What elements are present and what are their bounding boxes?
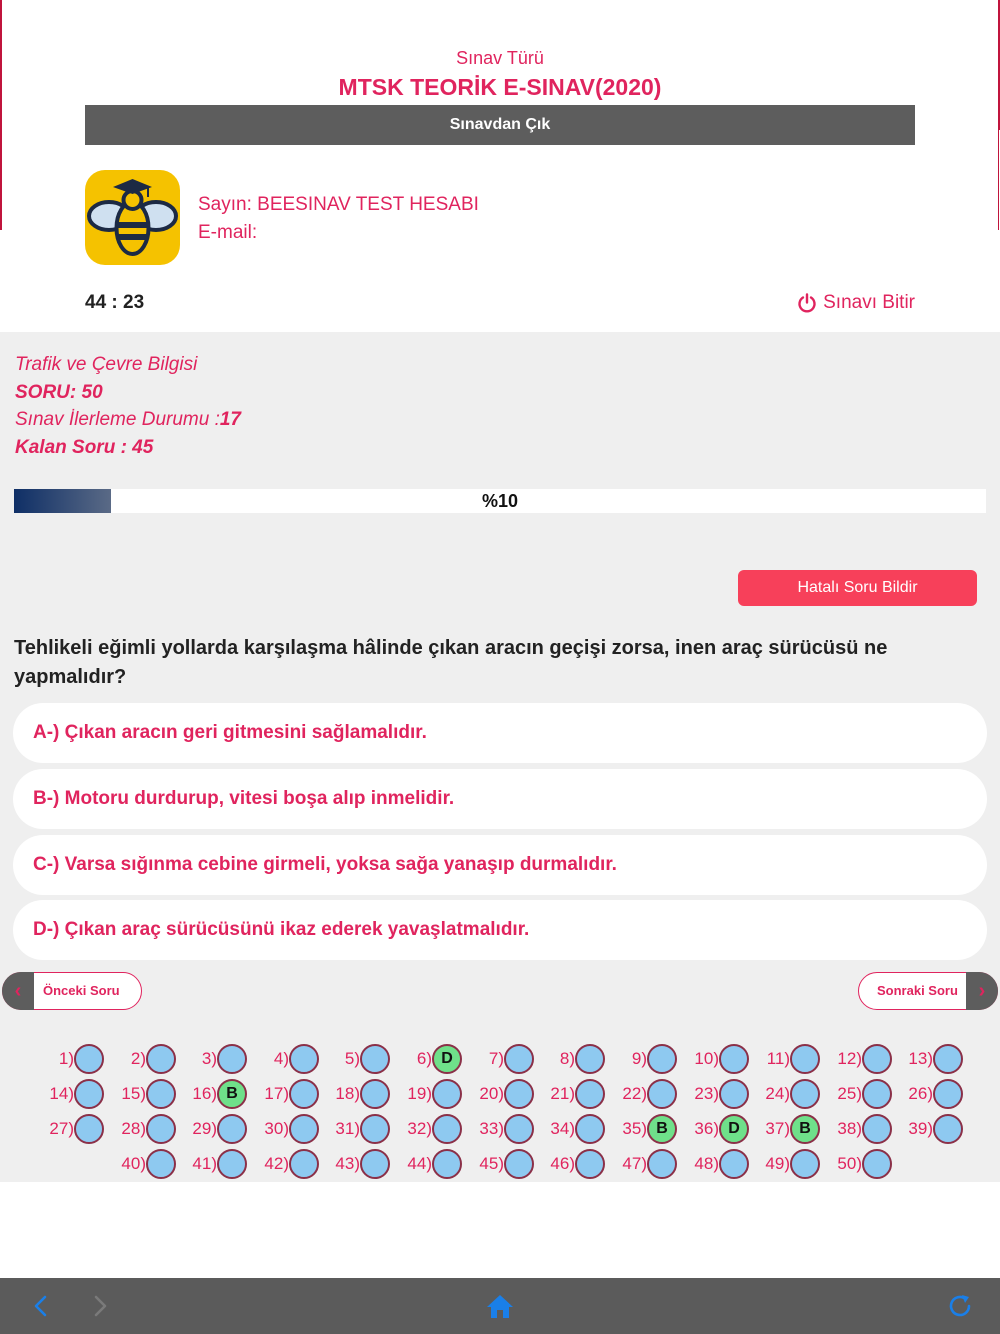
answer-number: 27) <box>49 1119 74 1138</box>
answer-number: 48) <box>694 1154 719 1173</box>
answer-number: 17) <box>264 1084 289 1103</box>
remaining-questions: Kalan Soru : 45 <box>15 437 154 458</box>
answer-number: 31) <box>335 1119 360 1138</box>
answer-number: 36) <box>694 1119 719 1138</box>
answer-number: 39) <box>908 1119 933 1138</box>
answer-number: 41) <box>192 1154 217 1173</box>
answer-cell[interactable] <box>863 1078 963 1112</box>
status-time-date: 10:26 8 Haziran Pzt <box>6 5 137 21</box>
progress-bar <box>14 489 986 513</box>
answer-number: 2) <box>130 1049 146 1068</box>
answer-cell[interactable] <box>863 1043 963 1077</box>
answer-number: 20) <box>479 1084 504 1103</box>
answer-number: 40) <box>121 1154 146 1173</box>
answer-number: 13) <box>908 1049 933 1068</box>
answer-number: 21) <box>550 1084 575 1103</box>
answer-bubble[interactable]: B <box>790 1114 820 1144</box>
previous-question-button[interactable] <box>2 972 142 1010</box>
option-a[interactable]: A-) Çıkan aracın geri gitmesini sağlamalıdır. <box>13 703 987 763</box>
answer-number: 25) <box>837 1084 862 1103</box>
answer-number: 15) <box>121 1084 146 1103</box>
exam-progress-status: Sınav İlerleme Durumu :17 <box>15 409 241 430</box>
option-c[interactable]: C-) Varsa sığınma cebine girmeli, yoksa sağa yanaşıp durmalıdır. <box>13 835 987 895</box>
question-text: Tehlikeli eğimli yollarda karşılaşma hâlinde çıkan aracın geçişi zorsa, inen araç sürücüsü ne yapmalıdır? <box>14 637 888 688</box>
answer-bubble[interactable] <box>933 1044 963 1074</box>
answer-number: 45) <box>479 1154 504 1173</box>
answer-number: 18) <box>335 1084 360 1103</box>
answer-bubble[interactable]: B <box>217 1079 247 1109</box>
report-question-button[interactable]: Hatalı Soru Bildir <box>738 570 977 606</box>
answer-number: 7) <box>488 1049 504 1068</box>
bee-logo-icon <box>85 170 180 265</box>
answer-number: 10) <box>694 1049 719 1068</box>
power-icon <box>797 293 817 313</box>
answer-bubble[interactable] <box>933 1114 963 1144</box>
user-email: E-mail: <box>198 222 258 243</box>
answer-bubble[interactable]: D <box>432 1044 462 1074</box>
option-d[interactable]: D-) Çıkan araç sürücüsünü ikaz ederek yavaşlatmalıdır. <box>13 900 987 960</box>
answer-number: 24) <box>765 1084 790 1103</box>
answer-number: 23) <box>694 1084 719 1103</box>
answer-number: 5) <box>344 1049 360 1068</box>
answer-number: 22) <box>622 1084 647 1103</box>
answer-number: 33) <box>479 1119 504 1138</box>
answer-cell[interactable] <box>863 1113 963 1147</box>
next-question-button[interactable] <box>858 972 998 1010</box>
finish-exam-label: Sınavı Bitir <box>823 292 915 313</box>
answer-number: 42) <box>264 1154 289 1173</box>
user-name: Sayın: BEESINAV TEST HESABI <box>198 194 479 215</box>
option-b[interactable]: B-) Motoru durdurup, vitesi boşa alıp inmelidir. <box>13 769 987 829</box>
answer-number: 3) <box>201 1049 217 1068</box>
answer-number: 26) <box>908 1084 933 1103</box>
answer-number: 47) <box>622 1154 647 1173</box>
answer-number: 29) <box>192 1119 217 1138</box>
back-icon[interactable] <box>28 1292 56 1320</box>
answer-number: 9) <box>631 1049 647 1068</box>
next-question-label: Sonraki Soru <box>877 983 958 998</box>
answer-number: 43) <box>335 1154 360 1173</box>
answer-number: 28) <box>121 1119 146 1138</box>
answer-number: 14) <box>49 1084 74 1103</box>
forward-icon[interactable] <box>86 1292 114 1320</box>
answer-bubble[interactable] <box>933 1079 963 1109</box>
answer-number: 30) <box>264 1119 289 1138</box>
category-label: Trafik ve Çevre Bilgisi <box>15 354 198 375</box>
answer-number: 49) <box>765 1154 790 1173</box>
status-battery: %70 <box>961 5 990 21</box>
answer-cell[interactable] <box>792 1148 892 1182</box>
answer-number: 11) <box>766 1049 790 1068</box>
answer-bubble[interactable]: B <box>647 1114 677 1144</box>
answer-number: 12) <box>837 1049 862 1068</box>
answer-number: 32) <box>407 1119 432 1138</box>
browser-toolbar <box>0 1278 1000 1334</box>
answer-number: 4) <box>273 1049 289 1068</box>
chevron-left-icon: ‹ <box>2 972 34 1010</box>
previous-question-label: Önceki Soru <box>43 983 120 998</box>
answer-number: 38) <box>837 1119 862 1138</box>
answer-number: 34) <box>550 1119 575 1138</box>
progress-percent: %10 <box>481 491 519 511</box>
answer-number: 46) <box>550 1154 575 1173</box>
exam-timer: 44 : 23 <box>85 292 145 313</box>
refresh-icon[interactable] <box>946 1292 974 1320</box>
answer-bubble[interactable] <box>862 1149 892 1179</box>
answer-number: 50) <box>837 1154 862 1173</box>
answer-number: 37) <box>765 1119 790 1138</box>
finish-exam-button[interactable] <box>797 292 915 314</box>
answer-number: 8) <box>559 1049 575 1068</box>
answer-number: 19) <box>407 1084 432 1103</box>
home-icon[interactable] <box>486 1292 514 1320</box>
exam-type-label: Sınav Türü <box>456 48 544 68</box>
chevron-right-icon: › <box>966 972 998 1010</box>
answer-number: 35) <box>622 1119 647 1138</box>
answer-bubble[interactable]: D <box>719 1114 749 1144</box>
answer-number: 6) <box>416 1049 432 1068</box>
exit-exam-button[interactable]: Sınavdan Çık <box>85 105 915 145</box>
answer-number: 1) <box>58 1049 74 1068</box>
answer-number: 16) <box>192 1084 217 1103</box>
answer-number: 44) <box>407 1154 432 1173</box>
question-number: SORU: 50 <box>15 382 103 403</box>
exam-name: MTSK TEORİK E-SINAV(2020) <box>338 74 662 100</box>
